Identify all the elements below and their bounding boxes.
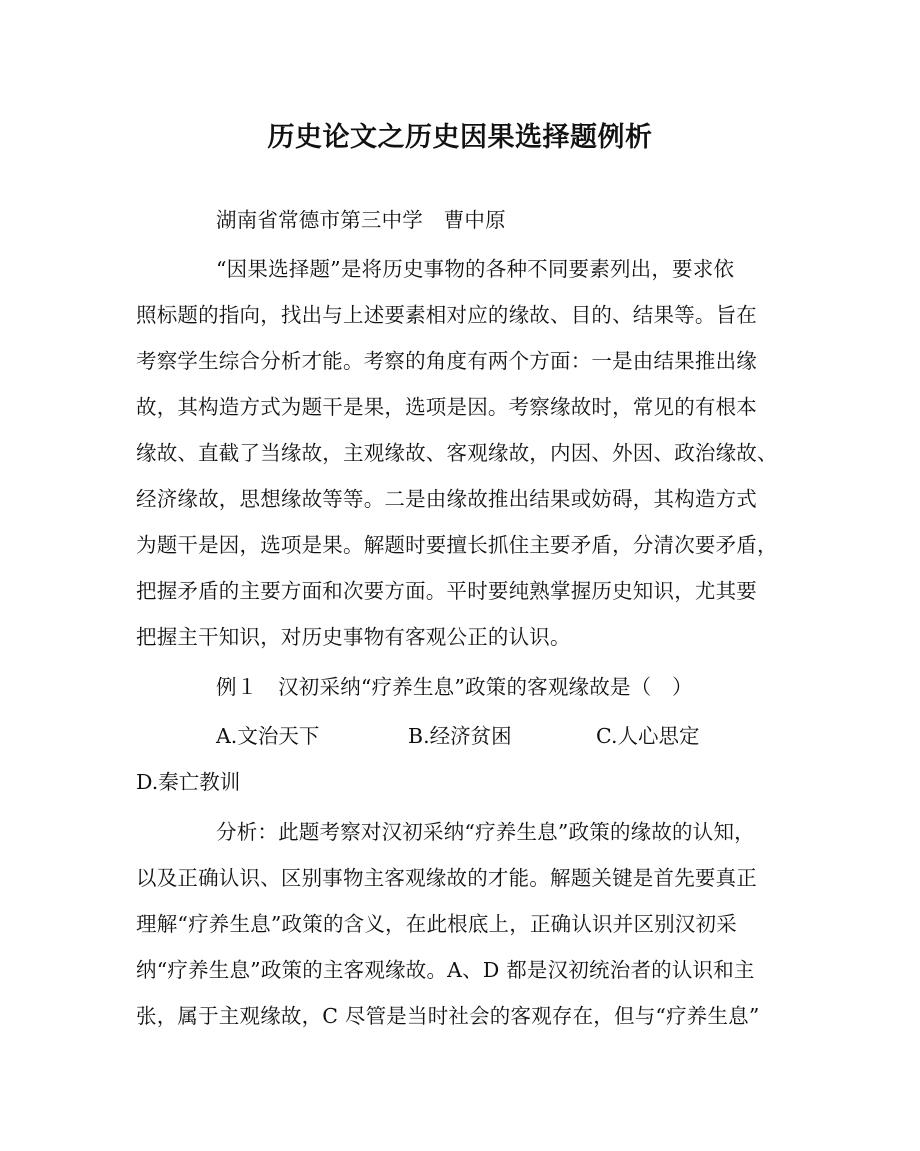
intro-line: 经济缘故，思想缘故等等。二是由缘故推出结果或妨碍，其构造方式 bbox=[136, 487, 757, 511]
analysis-line: 以及正确认识、区别事物主客观缘故的才能。解题关键是首先要真正 bbox=[136, 866, 757, 890]
analysis-line: 理解“疗养生息”政策的含义，在此根底上，正确认识并区别汉初采 bbox=[136, 912, 737, 936]
intro-line: 为题干是因，选项是果。解题时要擅长抓住主要矛盾，分清次要矛盾， bbox=[136, 533, 778, 557]
analysis-line: 分析：此题考察对汉初采纳“疗养生息”政策的缘故的认知， bbox=[216, 820, 755, 844]
intro-line: 故，其构造方式为题干是果，选项是因。考察缘故时，常见的有根本 bbox=[136, 395, 757, 419]
intro-line: 考察学生综合分析才能。考察的角度有两个方面：一是由结果推出缘 bbox=[136, 349, 757, 373]
author-line: 湖南省常德市第三中学 曹中原 bbox=[216, 208, 506, 232]
option-d: D.秦亡教训 bbox=[136, 770, 241, 794]
option-c: C.人心思定 bbox=[596, 724, 700, 748]
example-question: 例１ 汉初采纳“疗养生息”政策的客观缘故是（ ） bbox=[216, 675, 693, 699]
document-title: 历史论文之历史因果选择题例析 bbox=[267, 122, 653, 153]
analysis-line: 张，属于主观缘故，C 尽管是当时社会的客观存在，但与“疗养生息” bbox=[136, 1004, 760, 1028]
intro-line: “因果选择题”是将历史事物的各种不同要素列出，要求依 bbox=[216, 257, 735, 281]
option-a: A.文治天下 bbox=[216, 724, 320, 748]
intro-line: 缘故、直截了当缘故，主观缘故、客观缘故，内因、外因、政治缘故、 bbox=[136, 441, 778, 465]
intro-line: 照标题的指向，找出与上述要素相对应的缘故、目的、结果等。旨在 bbox=[136, 303, 757, 327]
option-b: B.经济贫困 bbox=[408, 724, 512, 748]
intro-line: 把握矛盾的主要方面和次要方面。平时要纯熟掌握历史知识，尤其要 bbox=[136, 579, 757, 603]
intro-line: 把握主干知识，对历史事物有客观公正的认识。 bbox=[136, 625, 571, 649]
analysis-line: 纳“疗养生息”政策的主客观缘故。A、D 都是汉初统治者的认识和主 bbox=[136, 958, 755, 982]
